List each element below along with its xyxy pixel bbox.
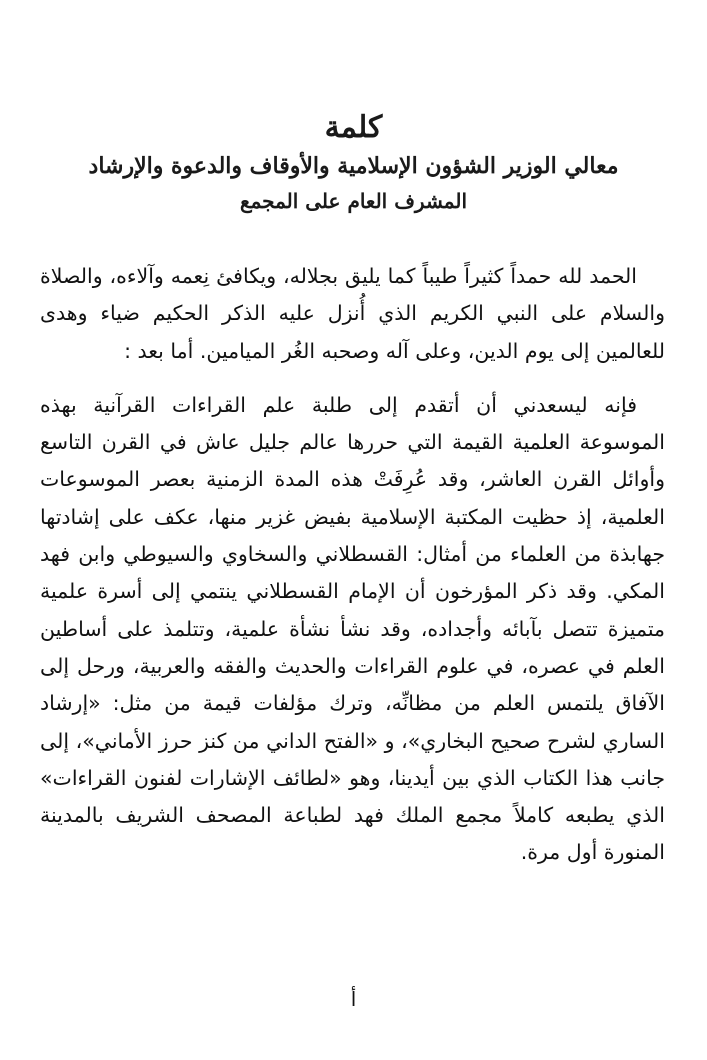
body-text [40, 258, 665, 872]
supervisor-role: المشرف العام على المجمع [239, 189, 468, 213]
page-number: أ [350, 987, 357, 1011]
minister-title: معالي الوزير الشؤون الإسلامية والأوقاف والدعوة والإرشاد [88, 153, 619, 179]
paragraph-opening: الحمد لله حمداً كثيراً طيباً كما يليق بجلاله، ويكافئ نِعمه وآلاءه، والصلاة والسلام على النبي الكريم الذي أُنزل عليه الذكر الحكيم ضياء وهدى للعالمين إلى يوم الدين، وعلى آله وصحبه الغُر الميامين. أما بعد : [40, 264, 665, 363]
paragraph-main: فإنه ليسعدني أن أتقدم إلى طلبة علم القراءات القرآنية بهذه الموسوعة العلمية القيمة التي حررها عالم جليل عاش في القرن التاسع وأوائل القرن العاشر، وقد عُرِفَتْ هذه المدة الزمنية بعصر الموسوعات العلمية، إذ حظيت المكتبة الإسلامية بفيض غزير منها، عكف على إشادتها جهابذة من العلماء من أمثال: القسطلاني والسخاوي والسيوطي وابن فهد المكي. وقد ذكر المؤرخون أن الإمام القسطلاني ينتمي إلى أسرة علمية متميزة تتصل بآبائه وأجداده، وقد نشأ نشأة علمية، وتتلمذ على أساطين العلم في عصره، في علوم القراءات والحديث والفقه والعربية، ورحل إلى الآفاق يلتمس العلم من مظانِّه، وترك مؤلفات قيمة من مثل: «إرشاد الساري لشرح صحيح البخاري»، و «الفتح الداني من كنز حرز الأماني»، إلى جانب هذا الكتاب الذي بين أيدينا، وهو «لطائف الإشارات لفنون القراءات» الذي يطبعه كاملاً مجمع الملك فهد لطباعة المصحف الشريف بالمدينة المنورة أول مرة. [40, 392, 665, 865]
page-header [40, 108, 667, 218]
page-title: كلمة [324, 110, 383, 145]
